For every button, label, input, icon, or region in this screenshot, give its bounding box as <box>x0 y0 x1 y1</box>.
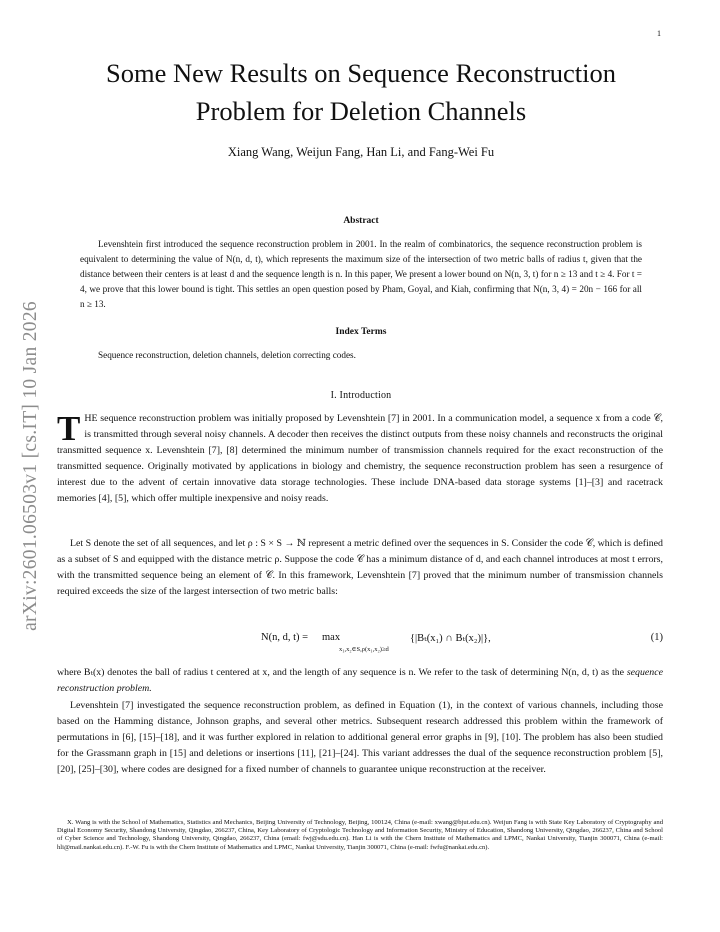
equation-number: (1) <box>650 632 663 643</box>
intro-paragraph-3-text: where Bₜ(x) denotes the ball of radius t centered at x, and the length of any sequence is n. We refer to the task of determining N(n, d, t) as the <box>57 667 627 678</box>
equation-1 <box>57 632 663 654</box>
intro-paragraph-4: Levenshtein [7] investigated the sequence reconstruction problem, as defined in Equation (1), in the context of various channels, including those based on the Hamming distance, Johnson graphs, and several other metrics. Subsequent research addressed this problem within the framework of permutations in [6], [15]–[18], and it was further explored in relation to additional general error graphs in [9], [10]. The problem has also been studied for the Grassmann graph in [15] and deletions or insertions [11], [21]–[24]. This variant addresses the dual of the sequence reconstruction problem [5], [20], [25]–[30], where codes are designed for a fixed number of channels to guarantee unique reconstruction at the receiver. <box>57 700 663 776</box>
intro-paragraph-1 <box>57 411 663 508</box>
abstract-body: Levenshtein first introduced the sequence reconstruction problem in 2001. In the realm of combinatorics, the sequence reconstruction problem is equivalent to determining the value of N(n, d, t), which represents the maximum size of the intersection of two metric balls of radius t, given that the distance between their centers is at least d and the sequence length is n. In this paper, We present a lower bound on N(n, 3, t) for n ≥ 13 and t ≥ 4. For t = 4, we prove that this lower bound is tight. This settles an open question posed by Pham, Goyal, and Kiah, confirming that N(n, 3, 4) = 20n − 166 for all n ≥ 13. <box>80 239 642 309</box>
arxiv-identifier: arXiv:2601.06503v1 [cs.IT] 10 Jan 2026 <box>20 301 42 631</box>
intro-paragraph-1-text: HE sequence reconstruction problem was initially proposed by Levenshtein [7] in 2001. In a communication model, a sequence x from a code 𝒞, is transmitted through several noisy channels. A decoder then receives the distinct outputs from these noisy channels and reconstructs the original transmitted sequence x. Levenshtein [7], [8] determined the minimum number of transmission channels required for the exact reconstruction of the transmitted sequence. Originally motivated by applications in biology and chemistry, the sequence reconstruction problem has seen a resurgence of interest due to the advent of certain innovative data storage technologies. These include DNA-based data storage systems [1]–[3] and racetrack memories [4], [5], which offer multiple inexpensive and noisy reads. <box>57 413 663 505</box>
equation-lhs: N(n, d, t) = <box>261 632 309 643</box>
abstract-heading: Abstract <box>343 216 379 226</box>
equation-max-operator: max <box>322 632 341 643</box>
section-heading-introduction: I. Introduction <box>330 390 392 401</box>
intro-paragraph-2: Let S denote the set of all sequences, and let ρ : S × S → ℕ represent a metric defined over the sequences in S. Consider the code 𝒞, which is defined as a subset of S and equipped with the distance metric ρ. Suppose the code 𝒞 has a minimum distance of d, and each channel introduces at most t errors, with the transmitted sequence being an element of 𝒞. In this framework, Levenshtein [7] proved that the minimum number of transmission channels required exceeds the size of the largest intersection of two metric balls: <box>57 538 663 598</box>
emphasized-term: sequence reconstruction problem. <box>57 667 663 695</box>
paper-title: Some New Results on Sequence Reconstruction Problem for Deletion Channels <box>105 58 617 126</box>
page-number: 1 <box>657 29 661 38</box>
drop-cap: T <box>57 409 81 448</box>
author-affiliation-footnote: X. Wang is with the School of Mathematics, Statistics and Mechanics, Beijing University of Technology, Beijing, 100124, China (e-mail: xwang@bjut.edu.cn). Weijun Fang is with State Key Laboratory of Cryptography and Digital Economy Security, Shandong University, Qingdao, 266237, China, Key Laboratory of Cryptologic Technology and Information Security, Ministry of Education, Shandong University, Qingdao, 266237, China and School of Cyber Science and Technology, Shandong University, Qingdao, 266237, China (email: fwj@sdu.edu.cn). Han Li is with the Chern Institute of Mathematics and LPMC, Nankai University, Tianjin 300071, China (e-mail: hli@mail.nankai.edu.cn). F.-W. Fu is with the Chern Institute of Mathematics and LPMC, Nankai University, Tianjin 300071, China (e-mail: fwfu@nankai.edu.cn). <box>57 819 663 851</box>
intro-paragraph-3 <box>57 665 663 697</box>
arxiv-stamp <box>6 270 56 662</box>
equation-rhs: {|Bₜ(x₁) ∩ Bₜ(x₂)|}, <box>410 633 491 644</box>
index-terms-body: Sequence reconstruction, deletion channels, deletion correcting codes. <box>98 350 356 360</box>
index-terms-heading: Index Terms <box>335 327 387 337</box>
author-list: Xiang Wang, Weijun Fang, Han Li, and Fang-Wei Fu <box>227 145 495 159</box>
equation-max-subscript: x₁,x₂∈S,ρ(x₁,x₂)≥d <box>339 646 389 653</box>
